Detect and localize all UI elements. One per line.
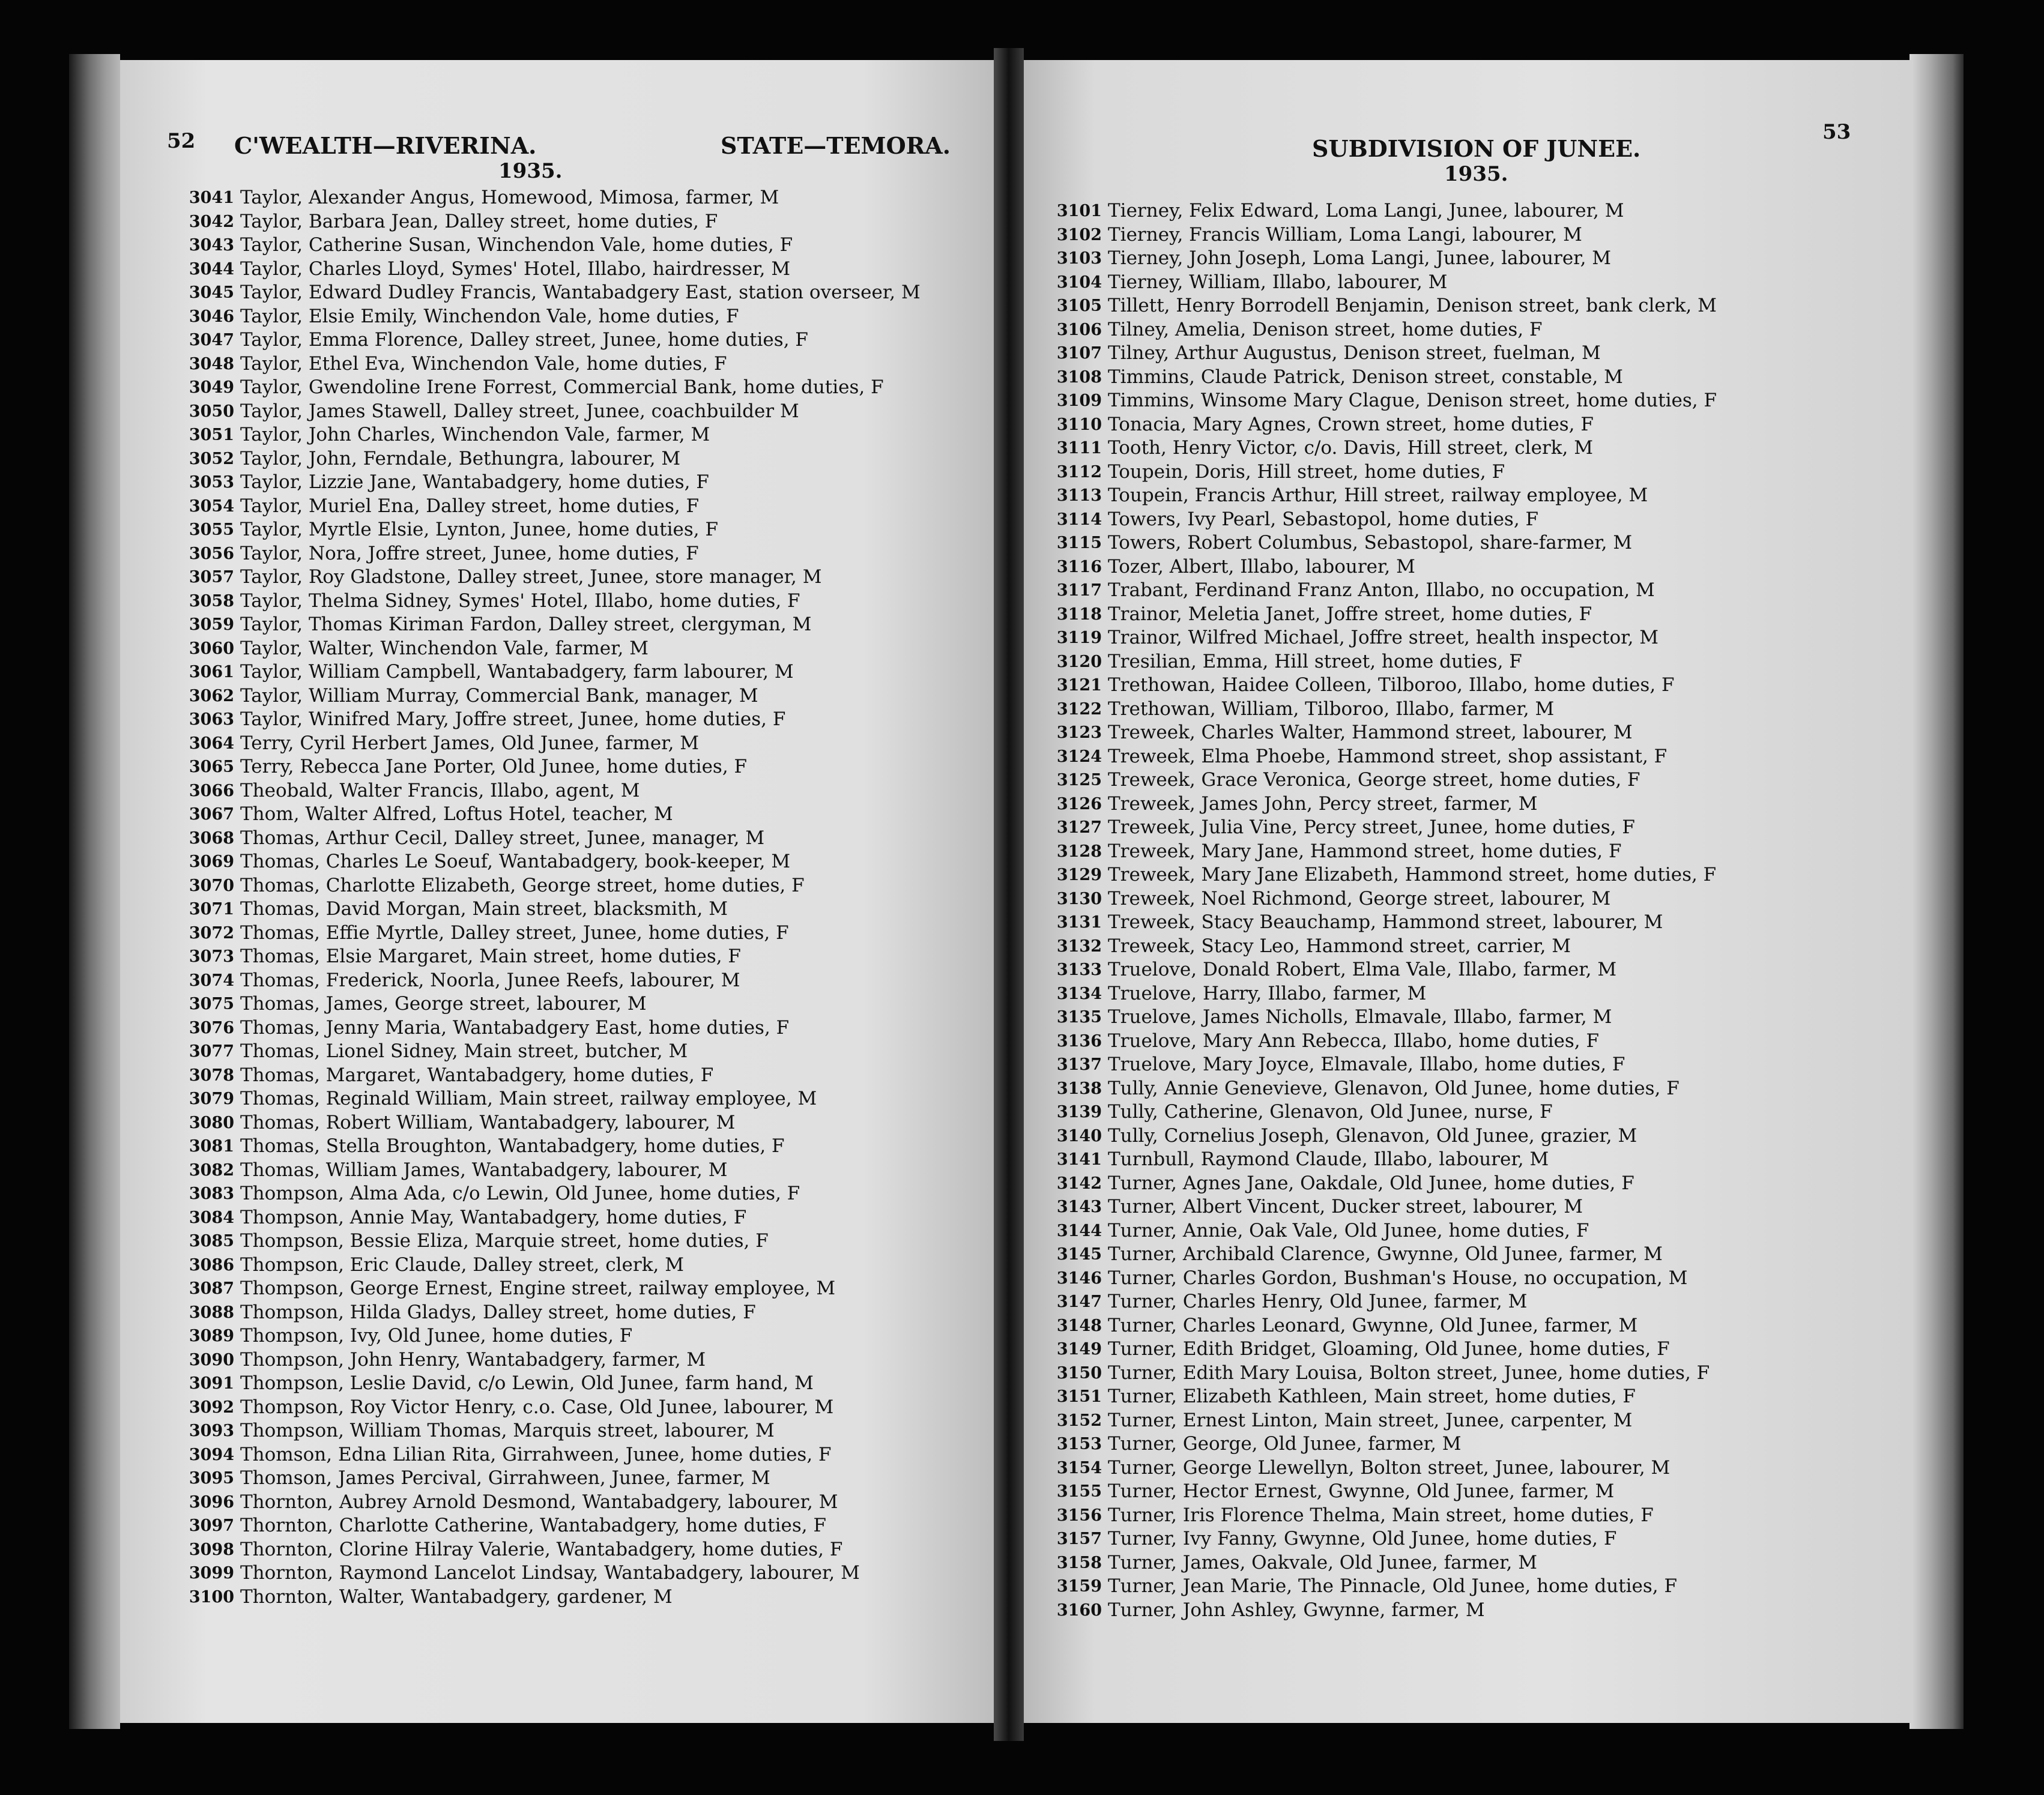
entry-number: 3041: [189, 189, 234, 207]
entry-number: 3084: [189, 1208, 234, 1227]
entry-number: 3160: [1056, 1600, 1102, 1620]
entry-text: Tierney, Francis William, Loma Langi, labourer, M: [1108, 223, 1582, 246]
entry-text: Turnbull, Raymond Claude, Illabo, labourer, M: [1108, 1148, 1549, 1170]
entry-text: Turner, James, Oakvale, Old Junee, farmer, M: [1108, 1551, 1537, 1573]
entry-number: 3123: [1056, 723, 1102, 742]
entry-number: 3150: [1056, 1363, 1102, 1383]
entry-number: 3113: [1056, 486, 1102, 505]
entry-text: Thomas, Jenny Maria, Wantabadgery East, home duties, F: [240, 1016, 790, 1039]
entry-text: Tillett, Henry Borrodell Benjamin, Denison street, bank clerk, M: [1108, 295, 1717, 316]
entry-text: Terry, Rebecca Jane Porter, Old Junee, home duties, F: [240, 756, 748, 777]
entry-number: 3051: [189, 426, 234, 444]
entry-text: Truelove, Donald Robert, Elma Vale, Illabo, farmer, M: [1108, 959, 1617, 980]
entry-number: 3095: [189, 1469, 234, 1488]
entry-number: 3097: [189, 1516, 234, 1535]
entry-number: 3090: [189, 1350, 234, 1369]
entry-text: Toupein, Francis Arthur, Hill street, railway employee, M: [1108, 484, 1648, 506]
entry-text: Thompson, Alma Ada, c/o Lewin, Old Junee, home duties, F: [240, 1183, 800, 1204]
entry-text: Tully, Cornelius Joseph, Glenavon, Old Junee, grazier, M: [1108, 1124, 1637, 1147]
entry-number: 3069: [189, 852, 234, 871]
entry-text: Thomas, David Morgan, Main street, blacksmith, M: [240, 898, 728, 920]
entry-number: 3111: [1056, 439, 1102, 457]
entry-number: 3060: [189, 639, 234, 658]
entry-number: 3129: [1056, 866, 1102, 884]
entry-number: 3048: [189, 354, 234, 373]
entry-number: 3103: [1056, 249, 1102, 268]
entry-text: Tully, Catherine, Glenavon, Old Junee, nurse, F: [1108, 1101, 1553, 1123]
entry-number: 3049: [189, 378, 234, 397]
left-page: [120, 60, 994, 1723]
entry-number: 3072: [189, 923, 234, 943]
entry-text: Tierney, John Joseph, Loma Langi, Junee, labourer, M: [1108, 247, 1612, 269]
entry-text: Thomson, James Percival, Girrahween, Junee, farmer, M: [240, 1467, 770, 1489]
entry-number: 3110: [1056, 415, 1102, 434]
entry-text: Thompson, Eric Claude, Dalley street, clerk, M: [240, 1253, 684, 1276]
entry-text: Turner, Ivy Fanny, Gwynne, Old Junee, home duties, F: [1108, 1528, 1617, 1549]
entry-text: Taylor, Myrtle Elsie, Lynton, Junee, home duties, F: [240, 519, 718, 540]
entry-number: 3063: [189, 710, 234, 729]
entry-number: 3147: [1056, 1293, 1102, 1311]
entry-text: Thompson, George Ernest, Engine street, railway employee, M: [240, 1278, 836, 1299]
entry-text: Thomas, Charles Le Soeuf, Wantabadgery, book-keeper, M: [240, 851, 791, 872]
entry-number: 3122: [1056, 699, 1102, 719]
entry-number: 3086: [189, 1255, 234, 1275]
entry-text: Thornton, Raymond Lancelot Lindsay, Wantabadgery, labourer, M: [240, 1562, 860, 1584]
entry-text: Truelove, Mary Joyce, Elmavale, Illabo, home duties, F: [1108, 1054, 1625, 1075]
entry-text: Thomas, Margaret, Wantabadgery, home duties, F: [240, 1064, 714, 1086]
entry-text: Thompson, William Thomas, Marquis street, labourer, M: [240, 1420, 775, 1441]
entry-text: Turner, Charles Leonard, Gwynne, Old Junee, farmer, M: [1108, 1314, 1638, 1336]
entry-number: 3120: [1056, 652, 1102, 671]
entry-text: Taylor, Nora, Joffre street, Junee, home duties, F: [240, 542, 699, 564]
entry-number: 3053: [189, 473, 234, 492]
entry-number: 3114: [1056, 510, 1102, 529]
entry-text: Turner, Annie, Oak Vale, Old Junee, home duties, F: [1108, 1219, 1589, 1241]
entry-number: 3056: [189, 544, 234, 563]
page-edge-right: [1909, 54, 1964, 1729]
entry-number: 3065: [189, 758, 234, 776]
entry-text: Turner, George Llewellyn, Bolton street, Junee, labourer, M: [1108, 1456, 1671, 1479]
entry-number: 3059: [189, 615, 234, 634]
entry-number: 3144: [1056, 1221, 1102, 1240]
entry-text: Thornton, Charlotte Catherine, Wantabadgery, home duties, F: [240, 1515, 827, 1536]
entry-number: 3077: [189, 1042, 234, 1061]
entry-text: Turner, George, Old Junee, farmer, M: [1108, 1433, 1462, 1455]
entry-text: Thomas, Charlotte Elizabeth, George street, home duties, F: [240, 874, 805, 896]
entry-text: Tilney, Arthur Augustus, Denison street, fuelman, M: [1108, 342, 1601, 364]
entry-number: 3050: [189, 402, 234, 421]
entry-number: 3057: [189, 568, 234, 587]
entry-number: 3105: [1056, 297, 1102, 315]
entry-number: 3108: [1056, 367, 1102, 387]
entry-text: Truelove, Mary Ann Rebecca, Illabo, home duties, F: [1108, 1030, 1599, 1052]
entry-text: Taylor, James Stawell, Dalley street, Junee, coachbuilder M: [240, 400, 799, 422]
entry-number: 3145: [1056, 1245, 1102, 1264]
entry-text: Taylor, John Charles, Winchendon Vale, farmer, M: [240, 424, 710, 445]
entry-number: 3158: [1056, 1553, 1102, 1572]
page-edge-left: [69, 54, 120, 1729]
entry-number: 3067: [189, 805, 234, 824]
entry-text: Thomas, James, George street, labourer, M: [240, 993, 647, 1015]
entry-number: 3139: [1056, 1103, 1102, 1121]
entry-text: Tully, Annie Genevieve, Glenavon, Old Junee, home duties, F: [1108, 1077, 1680, 1099]
entry-text: Thompson, Ivy, Old Junee, home duties, F: [240, 1325, 633, 1347]
right-page: [1024, 60, 1912, 1723]
entry-text: Thornton, Aubrey Arnold Desmond, Wantabadgery, labourer, M: [240, 1491, 838, 1513]
entry-number: 3093: [189, 1422, 234, 1440]
entry-text: Treweek, Mary Jane, Hammond street, home duties, F: [1108, 840, 1622, 862]
entry-number: 3043: [189, 236, 234, 255]
entry-number: 3061: [189, 663, 234, 681]
entry-number: 3130: [1056, 889, 1102, 908]
entry-number: 3151: [1056, 1387, 1102, 1406]
entry-text: Taylor, Barbara Jean, Dalley street, home duties, F: [240, 210, 718, 232]
entry-text: Trethowan, Haidee Colleen, Tilboroo, Illabo, home duties, F: [1108, 674, 1675, 696]
entry-number: 3148: [1056, 1316, 1102, 1335]
entry-number: 3135: [1056, 1008, 1102, 1027]
entry-text: Tresilian, Emma, Hill street, home duties, F: [1108, 650, 1522, 672]
entry-text: Turner, Charles Gordon, Bushman's House, no occupation, M: [1108, 1267, 1688, 1289]
entry-number: 3124: [1056, 747, 1102, 766]
entry-number: 3062: [189, 686, 234, 705]
entry-text: Treweek, Grace Veronica, George street, home duties, F: [1108, 769, 1640, 791]
entry-number: 3109: [1056, 391, 1102, 410]
entry-number: 3064: [189, 734, 234, 753]
entry-text: Thomas, Frederick, Noorla, Junee Reefs, labourer, M: [240, 969, 740, 991]
entry-text: Taylor, Emma Florence, Dalley street, Junee, home duties, F: [240, 329, 808, 351]
entry-number: 3042: [189, 212, 234, 231]
entry-text: Thompson, Annie May, Wantabadgery, home duties, F: [240, 1206, 747, 1228]
entry-text: Turner, Elizabeth Kathleen, Main street, home duties, F: [1108, 1386, 1636, 1407]
entry-text: Thomas, William James, Wantabadgery, labourer, M: [240, 1159, 728, 1181]
entry-number: 3096: [189, 1492, 234, 1512]
entry-text: Tozer, Albert, Illabo, labourer, M: [1108, 555, 1415, 578]
left-year: 1935.: [498, 159, 563, 183]
entry-number: 3100: [189, 1587, 234, 1606]
entry-number: 3079: [189, 1090, 234, 1108]
entry-number: 3104: [1056, 273, 1102, 292]
entry-number: 3102: [1056, 225, 1102, 244]
entry-text: Thornton, Clorine Hilray Valerie, Wantabadgery, home duties, F: [240, 1538, 843, 1560]
entry-number: 3058: [189, 591, 234, 611]
entry-number: 3115: [1056, 534, 1102, 552]
right-page-number: 53: [1822, 120, 1851, 144]
entry-number: 3125: [1056, 771, 1102, 789]
entry-text: Tooth, Henry Victor, c/o. Davis, Hill street, clerk, M: [1108, 437, 1593, 459]
entry-number: 3075: [189, 995, 234, 1013]
left-header-right: STATE—TEMORA.: [721, 132, 951, 159]
entry-text: Turner, Edith Bridget, Gloaming, Old Junee, home duties, F: [1108, 1338, 1670, 1360]
entry-number: 3157: [1056, 1530, 1102, 1548]
entry-text: Timmins, Winsome Mary Clague, Denison street, home duties, F: [1108, 390, 1717, 411]
entry-text: Thom, Walter Alfred, Loftus Hotel, teacher, M: [240, 803, 673, 825]
entry-text: Trabant, Ferdinand Franz Anton, Illabo, no occupation, M: [1108, 579, 1655, 601]
entry-number: 3094: [189, 1445, 234, 1464]
entry-number: 3080: [189, 1113, 234, 1132]
entry-text: Towers, Ivy Pearl, Sebastopol, home duties, F: [1108, 508, 1539, 530]
entry-text: Thomas, Effie Myrtle, Dalley street, Junee, home duties, F: [240, 922, 789, 944]
entry-number: 3071: [189, 900, 234, 919]
entry-text: Towers, Robert Columbus, Sebastopol, share-farmer, M: [1108, 532, 1633, 554]
entry-text: Taylor, Winifred Mary, Joffre street, Junee, home duties, F: [240, 708, 786, 730]
entry-number: 3128: [1056, 842, 1102, 861]
entry-text: Turner, Hector Ernest, Gwynne, Old Junee, farmer, M: [1108, 1480, 1615, 1502]
entry-text: Timmins, Claude Patrick, Denison street, constable, M: [1108, 366, 1623, 388]
entry-number: 3142: [1056, 1174, 1102, 1193]
entry-text: Tierney, Felix Edward, Loma Langi, Junee, labourer, M: [1108, 200, 1624, 222]
entry-number: 3052: [189, 449, 234, 468]
entry-number: 3091: [189, 1374, 234, 1393]
entry-text: Toupein, Doris, Hill street, home duties, F: [1108, 460, 1505, 483]
entry-number: 3146: [1056, 1269, 1102, 1288]
entry-text: Thomas, Robert William, Wantabadgery, labourer, M: [240, 1111, 736, 1133]
entry-text: Taylor, Thomas Kiriman Fardon, Dalley street, clergyman, M: [240, 614, 812, 635]
entry-text: Truelove, James Nicholls, Elmavale, Illabo, farmer, M: [1108, 1006, 1612, 1028]
entry-text: Treweek, Stacy Leo, Hammond street, carrier, M: [1108, 935, 1571, 957]
book-gutter: [994, 48, 1024, 1741]
entry-number: 3055: [189, 520, 234, 539]
entry-text: Thompson, Roy Victor Henry, c.o. Case, Old Junee, labourer, M: [240, 1396, 834, 1418]
entry-number: 3045: [189, 283, 234, 302]
entry-number: 3047: [189, 331, 234, 349]
entry-number: 3149: [1056, 1340, 1102, 1359]
entry-text: Tonacia, Mary Agnes, Crown street, home duties, F: [1108, 413, 1594, 435]
entry-text: Turner, Archibald Clarence, Gwynne, Old Junee, farmer, M: [1108, 1243, 1663, 1265]
entry-text: Truelove, Harry, Illabo, farmer, M: [1108, 982, 1427, 1004]
entry-text: Taylor, Edward Dudley Francis, Wantabadgery East, station overseer, M: [240, 282, 921, 303]
entry-number: 3117: [1056, 581, 1102, 600]
entry-number: 3099: [189, 1564, 234, 1582]
entry-number: 3076: [189, 1018, 234, 1037]
entry-text: Turner, Jean Marie, The Pinnacle, Old Junee, home duties, F: [1108, 1575, 1677, 1597]
entry-text: Thomas, Lionel Sidney, Main street, butcher, M: [240, 1040, 688, 1062]
entry-number: 3140: [1056, 1126, 1102, 1145]
entry-text: Thompson, Bessie Eliza, Marquie street, home duties, F: [240, 1230, 769, 1252]
entry-number: 3137: [1056, 1055, 1102, 1074]
entry-number: 3085: [189, 1232, 234, 1250]
entry-text: Taylor, Muriel Ena, Dalley street, home duties, F: [240, 495, 700, 517]
entry-number: 3118: [1056, 605, 1102, 624]
entry-text: Taylor, William Campbell, Wantabadgery, farm labourer, M: [240, 661, 794, 683]
entry-number: 3136: [1056, 1031, 1102, 1051]
entry-text: Taylor, Alexander Angus, Homewood, Mimosa, farmer, M: [240, 187, 779, 208]
entry-number: 3131: [1056, 913, 1102, 932]
entry-text: Taylor, Thelma Sidney, Symes' Hotel, Illabo, home duties, F: [240, 590, 800, 612]
entry-text: Taylor, Catherine Susan, Winchendon Vale, home duties, F: [240, 234, 793, 256]
entry-number: 3078: [189, 1066, 234, 1085]
entry-text: Thomas, Reginald William, Main street, railway employee, M: [240, 1088, 817, 1109]
entry-text: Thomas, Arthur Cecil, Dalley street, Junee, manager, M: [240, 827, 765, 849]
entry-text: Treweek, Noel Richmond, George street, labourer, M: [1108, 887, 1611, 910]
entry-text: Terry, Cyril Herbert James, Old Junee, farmer, M: [240, 732, 700, 754]
entry-text: Treweek, Stacy Beauchamp, Hammond street, labourer, M: [1108, 911, 1663, 933]
entry-number: 3054: [189, 496, 234, 516]
entry-number: 3070: [189, 876, 234, 895]
entry-text: Thomas, Stella Broughton, Wantabadgery, home duties, F: [240, 1135, 785, 1157]
entry-number: 3068: [189, 828, 234, 848]
entry-text: Turner, Agnes Jane, Oakdale, Old Junee, home duties, F: [1108, 1172, 1634, 1194]
entry-number: 3066: [189, 781, 234, 800]
entry-text: Treweek, Julia Vine, Percy street, Junee, home duties, F: [1108, 816, 1635, 838]
entry-number: 3087: [189, 1279, 234, 1298]
right-year: 1935.: [1444, 162, 1508, 186]
left-page-number: 52: [167, 129, 196, 153]
entry-text: Turner, Albert Vincent, Ducker street, labourer, M: [1108, 1196, 1583, 1217]
left-header-left: C'WEALTH—RIVERINA.: [234, 132, 537, 159]
entry-number: 3141: [1056, 1150, 1102, 1169]
entry-text: Taylor, William Murray, Commercial Bank, manager, M: [240, 684, 758, 707]
entry-number: 3119: [1056, 629, 1102, 647]
entry-number: 3089: [189, 1327, 234, 1345]
entry-number: 3143: [1056, 1198, 1102, 1216]
entry-text: Treweek, James John, Percy street, farmer, M: [1108, 792, 1538, 815]
entry-text: Tierney, William, Illabo, labourer, M: [1108, 271, 1448, 293]
entry-number: 3082: [189, 1160, 234, 1180]
entry-number: 3159: [1056, 1577, 1102, 1596]
entry-text: Treweek, Mary Jane Elizabeth, Hammond street, home duties, F: [1108, 864, 1717, 885]
entry-number: 3046: [189, 307, 234, 326]
entry-number: 3121: [1056, 676, 1102, 695]
entry-text: Taylor, Roy Gladstone, Dalley street, Junee, store manager, M: [240, 566, 822, 588]
entry-number: 3098: [189, 1540, 234, 1559]
entry-text: Treweek, Elma Phoebe, Hammond street, shop assistant, F: [1108, 745, 1668, 767]
entry-text: Thompson, Hilda Gladys, Dalley street, home duties, F: [240, 1301, 756, 1323]
entry-text: Taylor, Gwendoline Irene Forrest, Commercial Bank, home duties, F: [240, 376, 884, 398]
entry-number: 3132: [1056, 937, 1102, 956]
entry-text: Taylor, John, Ferndale, Bethungra, labourer, M: [240, 447, 681, 469]
entry-text: Turner, Charles Henry, Old Junee, farmer, M: [1108, 1291, 1528, 1312]
entry-number: 3101: [1056, 202, 1102, 220]
entry-number: 3134: [1056, 984, 1102, 1003]
entry-number: 3126: [1056, 794, 1102, 813]
entry-number: 3092: [189, 1398, 234, 1417]
entry-text: Turner, Ernest Linton, Main street, Junee, carpenter, M: [1108, 1409, 1633, 1431]
entry-text: Treweek, Charles Walter, Hammond street, labourer, M: [1108, 722, 1633, 743]
entry-number: 3153: [1056, 1435, 1102, 1453]
entry-text: Taylor, Charles Lloyd, Symes' Hotel, Illabo, hairdresser, M: [240, 258, 791, 280]
entry-text: Taylor, Ethel Eva, Winchendon Vale, home duties, F: [240, 352, 727, 375]
entry-text: Turner, Iris Florence Thelma, Main street, home duties, F: [1108, 1504, 1654, 1526]
entry-number: 3073: [189, 947, 234, 966]
entry-number: 3081: [189, 1137, 234, 1156]
entry-text: Taylor, Elsie Emily, Winchendon Vale, home duties, F: [240, 305, 739, 327]
entry-text: Thornton, Walter, Wantabadgery, gardener, M: [240, 1585, 673, 1608]
entry-text: Tilney, Amelia, Denison street, home duties, F: [1108, 318, 1543, 340]
entry-number: 3155: [1056, 1482, 1102, 1501]
entry-number: 3116: [1056, 557, 1102, 576]
entry-text: Trainor, Meletia Janet, Joffre street, home duties, F: [1108, 603, 1592, 625]
entry-number: 3154: [1056, 1458, 1102, 1477]
entry-text: Thompson, John Henry, Wantabadgery, farmer, M: [240, 1348, 706, 1371]
entry-number: 3127: [1056, 818, 1102, 837]
right-header-center: SUBDIVISION OF JUNEE.: [1312, 135, 1641, 162]
entry-number: 3112: [1056, 462, 1102, 481]
entry-number: 3152: [1056, 1411, 1102, 1430]
entry-number: 3044: [189, 259, 234, 279]
entry-number: 3088: [189, 1303, 234, 1322]
entry-number: 3138: [1056, 1079, 1102, 1098]
entry-text: Thompson, Leslie David, c/o Lewin, Old Junee, farm hand, M: [240, 1372, 814, 1394]
entry-number: 3074: [189, 971, 234, 990]
entry-text: Taylor, Lizzie Jane, Wantabadgery, home duties, F: [240, 471, 709, 493]
entry-text: Thomas, Elsie Margaret, Main street, home duties, F: [240, 946, 741, 967]
entry-number: 3107: [1056, 344, 1102, 363]
entry-number: 3106: [1056, 320, 1102, 339]
entry-text: Theobald, Walter Francis, Illabo, agent, M: [240, 779, 640, 801]
entry-text: Trainor, Wilfred Michael, Joffre street, health inspector, M: [1108, 627, 1659, 648]
entry-text: Turner, John Ashley, Gwynne, farmer, M: [1108, 1599, 1485, 1621]
entry-number: 3156: [1056, 1506, 1102, 1525]
entry-number: 3083: [189, 1184, 234, 1203]
entry-text: Taylor, Walter, Winchendon Vale, farmer, M: [240, 637, 649, 659]
entry-number: 3133: [1056, 961, 1102, 979]
entry-text: Trethowan, William, Tilboroo, Illabo, farmer, M: [1108, 698, 1555, 720]
entry-text: Thomson, Edna Lilian Rita, Girrahween, Junee, home duties, F: [240, 1443, 832, 1465]
entry-text: Turner, Edith Mary Louisa, Bolton street, Junee, home duties, F: [1108, 1362, 1710, 1384]
